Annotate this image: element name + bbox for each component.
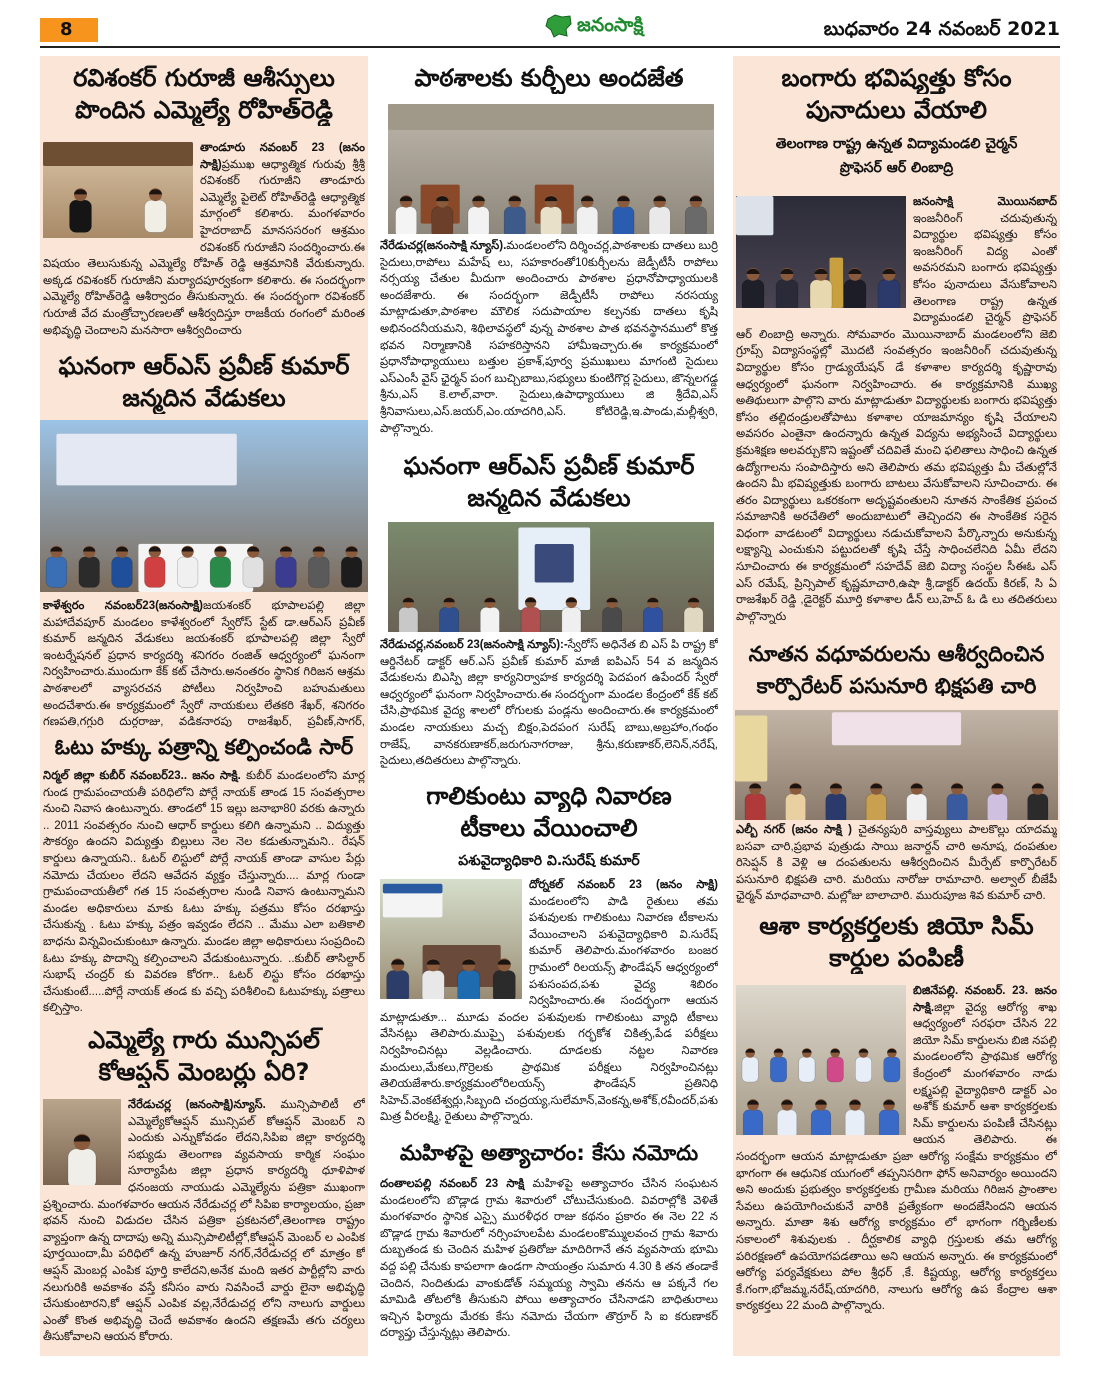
dateline: బిజినేపల్లి. నవంబర్. 23. జనం సాక్షి. — [913, 985, 1057, 1014]
masthead-logo — [545, 10, 685, 42]
article-headline — [40, 731, 368, 765]
person-body — [684, 607, 703, 632]
article-body — [43, 1097, 365, 1354]
person-body — [577, 207, 598, 234]
headline-line: మహిళపై అత్యాచారం: కేసు నమోదు — [399, 1141, 699, 1165]
article-text: చైతన్యపురి వాస్తవ్యులు పాలకొల్లు యాదమ్మ బసవా చారి,ప్రభావ పుత్రుడు సాయి జనార్దన్ చారి అనూష, దంపతుల రిసెప్షన్ కి వెళ్లి ఆ దంపతులను ఆశీర్వదించిన మీర్పేట్ కార్పొరేటర్ పసునూరి భిక్షపతి చారి. మరియు నారోజు రామాచారి. అల్వాల్ బీజేపీ ఛైర్మన్ మాధవాచారి. మల్లోజు బాలాచారి. మురుపూజ శివ కుమార్ చారి. — [736, 824, 1057, 903]
person-body — [603, 607, 622, 632]
headline-line: రవిశంకర్ గురూజీ ఆశీస్సులు — [73, 64, 335, 92]
news-photo — [735, 710, 1058, 820]
article-body — [43, 140, 365, 346]
article-text: జయశంకర్ భూపాలపల్లి జిల్లా మహాదేవపూర్ మండలం కాళేశ్వరంలో స్వేరోస్ స్టేట్ డా.ఆర్ఎస్ ప్రవీణ్ కుమార్ జన్మదిన వేడుకలు జయశంకర్ భూపాలపల్లి జిల్లా స్వేరో ఇంటర్నేషనల్ ప్రధాన కార్యదర్శి శనిగరం రంజిత్ ఆధ్వర్యంలో ఘనంగా నిర్వహించారు.ముందుగా కేక్ కట్ చేసారు.అనంతరం స్థానిక గిరిజన ఆశ్రమ పాఠశాలలో వ్యాసరచన పోటీలు నిర్వహించి బహుమతులు అందచేశారు.ఈ కార్యక్రమంలో స్వేరో నాయకులు లేతకరి శేఖర్, శనిగరం గణపతి,గగ్గురి దుర్గరాజు, వడికనారపు రాజశేఖర్, ప్రవీణ్,సాగర్, — [43, 600, 365, 728]
article-text: ప్రముఖ ఆధ్యాత్మిక గురువు శ్రీశ్రీ రవిశంకర్ గురూజీని తాండూరు ఎమ్మెల్యే పైలెట్ రోహిత్‌రెడ్డి ఆధ్యాత్మిక మార్గంలో కలిశారు. మంగళవారం హైదరాబాద్ మానససరంగ ఆశ్రమం రవిశంకర్ గురూజీని సందర్శించారు.ఈ విషయం తెలుసుకున్న ఎమ్మెల్యే రోహిత్ రెడ్డి ఆశ్రమానికి వేరుకున్నారు. అక్కడ రవిశంకర్ గురూజీని మర్యాదపూర్వకంగా కలిశారు. ఈ సందర్భంగా ఎమ్మెల్యే రోహిత్‌రెడ్డి ఆశీర్వాదం తీసుకున్నారు. ఈ సందర్భంగా రవిశంకర్ గురూజీ వేద మంత్రోచ్ఛారణలతో ఆశీర్వదిస్తూ రాజకీయ రంగంలో మరింత అభివృద్ధి చెందాలని మనసారా ఆశీర్వదించారు — [43, 158, 365, 337]
person-body — [399, 607, 418, 632]
headline-line: పొందిన ఎమ్మెల్యే రోహిత్‌రెడ్డి — [75, 96, 333, 124]
photo-scene-object — [735, 716, 767, 782]
person-body — [1028, 794, 1048, 820]
news-photo — [380, 879, 522, 999]
article-text: ఇంజనీరింగ్ చదువుతున్న విద్యార్థుల భవిష్యత్తు కోసం ఇంజనీరింగ్ విద్య ఎంతో అవసరమని బంగారు భవిష్యత్తు కోసం పునాదులు వేసుకోవాలని తెలంగాణ రాష్ట్ర ఉన్నత విద్యామండలి చైర్మన్ ప్రొఫెసర్ ఆర్ లింబాద్రి అన్నారు. సోమవారం మొయినాబాద్ మండలంలోని జెబి గ్రూప్స్ విద్యాసంస్థల్లో మొదటి సంవత్సరం ఇంజనీరింగ్ చదువుతున్న విద్యార్థుల కోసం గ్రాడ్యుయేషన్ డే కళాశాల కార్యదర్శి కృష్ణారావు ఆధ్వర్యంలో ఘనంగా నిర్వహించారు. ఈ కార్యక్రమానికి ముఖ్య అతిథులుగా పాల్గొని వారు మాట్లాడుతూ విద్యార్థులకు బంగారు భవిష్యత్తు కోసం తల్లిదండ్రులతోపాటు కళాశాల యాజమాన్యం కృషి చేయాలని అవసరం ఎంతైనా ఉందన్నారు ఉన్నత విద్యను అభ్యసించే విద్యార్థులు క్రమశిక్షణ అలవర్చుకొని ఇష్టంతో చదివితే మంచి ఫలితాలు సాధించి ఉన్నత ఉద్యోగాలను సంపాదిస్తారు అని తెలిపారు తమ భవిష్యత్తు మీ చేతుల్లోనే ఉందని మీ భవిష్యత్తుకు బంగారు బాటలు వేసుకోవాలని సూచించారు. ఈ తరం విద్యార్థులు ఒకరకంగా అదృష్టవంతులని నూతన సాంకేతిక ప్రపంచ సమాజానికి అరచేతిలో అందుబాటులో తెచ్చిందని ఈ సాంకేతిక సరైన విధంగా వాడటంలో విద్యార్థులు నడుచుకోవాలని పేర్కొన్నారు అనుకున్న లక్ష్యాన్ని ఎంచుకుని పట్టుదలతో కృషి చేస్తే సాధించలేనిది ఏమీ లేదని సూచించారు ఈ కార్యక్రమంలో సహదేవ్ జెబి విద్యా సంస్థల సీఈఓ ఎస్ ఎస్ రమేష్, ప్రిన్సిపాల్ కృష్ణమాచారి,ఉషా శ్రీ,డాక్టర్ ఉదయ్ కిరణ్, సి ఏ రాజశేఖర్ రెడ్డి ,డైరెక్టర్ మూర్తి కళాశాల డీన్ లు,హెచ్ ఓ డి లు తదితరులు పాల్గొన్నారు — [736, 212, 1057, 623]
dateline: నిర్మల్ జిల్లా కుబీర్ నవంబర్23.. జనం సాక్షి. — [43, 770, 241, 782]
person-body — [866, 794, 886, 820]
photo-scene-object — [736, 196, 773, 235]
person-body — [742, 1057, 758, 1082]
person-body — [540, 207, 561, 234]
article-text: మహిళపై అత్యాచారం చేసిన సంఘటన మండలంలోని బొడ్లాడ గ్రామ శివారులో చోటుచేసుకుంది. వివరాల్లోకి వెళితే మంగళవారం స్థానిక ఎస్సై మురళీధర రాజు కథనం ప్రకారం ఈ నెల 22 న బొడ్లాడ గ్రామ శివారులో నర్సింహులపేట మండలంకొమ్ములవంచ గ్రామ శివారు దుబ్బతండ కు చెందిన మహిళ ప్రతిరోజు మాదిరిగానే తన వ్యవసాయ భూమి వద్ద పల్లి చేనుకు కాపలాగా ఉండగా సాయంత్రం సుమారు 4.30 కి తన తండాకే చెందిన, నిందితుడు వాంకుడోత్ సమ్మయ్య స్వామి తనను ఆ పక్కనే గల మామిడి తోటలోకి తీసుకుని పోయి అత్యాచారం చేసినాడని బాధితురాలు ఇచ్చిన ఫిర్యాదు మేరకు కేసు నమోదు చేయగా తొర్రూర్ సి ఐ కరుణాకర్ దర్యాప్తు చేస్తున్నట్లు తెలిపారు. — [380, 1178, 718, 1340]
headline-line: ఓటు హక్కు పత్రాన్ని కల్పించండి సార్ — [54, 735, 354, 759]
article-body — [736, 194, 1057, 630]
photo-scene-object — [43, 142, 193, 166]
article-body — [736, 983, 1057, 1354]
person-body — [785, 794, 805, 820]
person-body — [776, 280, 798, 308]
person-body — [432, 207, 453, 234]
article-text: స్వేరోస్ అధినేత బి ఎస్ పి రాష్ట్ర కో ఆర్డినేటర్ డాక్టర్ ఆర్.ఎస్ ప్రవీణ్ కుమార్ మాజీ ఐపిఎస్ 54 వ జన్మదిన వేడుకలను బిఎస్పి జిల్లా కార్యనిర్వాహక కార్యదర్శి పెదపంగ ఉపేందర్ స్వేరో ఆధ్వర్యంలో ఘనంగా నిర్వహించారు.ఈ సందర్భంగా మండల కేంద్రంలో కేక్ కట్ చేసి,ప్రాథమిక వైద్య శాలలో రోగులకు పండ్లను అందించారు.ఈ కార్యక్రమంలో మండల నాయకులు మచ్చ బిక్షం,పెదపంగ సురేష్ బాబు,అబ్రహాం,గంథం రాజేష్, వానకరుణాకర్,జరుగునాగరాజు, శ్రీను,కరుణాకర్,లెనిన్,నరేష్, సైదులు,తదితరులు పాల్గొన్నారు. — [380, 639, 718, 768]
logo-text: జనంసాక్షి — [577, 14, 644, 36]
photo-scene-object — [56, 434, 236, 486]
person-body — [987, 794, 1007, 820]
person-body — [879, 1110, 899, 1135]
article-text: కుబీర్ మండలంలోని మార్ల గుండ గ్రామపంచాయతీ పరిధిలోని పోర్లే నాయక్ తాండ 15 సంవత్సరాల నుంచి నివాస ఉంటున్నారు. తాండలో 15 ఇల్లు జనాభా80 వరకు ఉన్నారు .. 2011 సంవత్సరం నుంచి ఆధార్ కార్డులు కలిగి ఉన్నామని .. విద్యుత్తు సౌకర్యం ఉందని విద్యుత్తు బిల్లులు నెల నెల కడుతున్నామని.. రేషన్ కార్డులు ఉన్నాయని.. ఓటర్ లిస్టులో పోర్లే నాయక్ తాండా వాసుల పేర్లు నమోదు చేయలం లేదని ఆవేదన వ్యక్తం చేస్తున్నారు.... మార్ల గుండా గ్రామపంచాయతీలో గత 15 సంవత్సరాల నుండి నివాస ఉంటున్నామని మండల అధికారులు మాకు ఓటు హక్కు పత్రము కోసం దరఖాస్తు చేసుకున్న . ఓటు హక్కు పత్రం ఇవ్వడం లేదని .. మేము ఎలా బతికాలి బాధను విన్నవించుకుంటూ ఉన్నారు. మండల జిల్లా అధికారులు సంప్రదించి ఓటు హక్కు పొదాన్ని కల్పించాలని వేడుకుంటున్నారు. ..కుబీర్ తాసిల్దార్ సుభాష్ చంద్రర్ కు వివరణ కోరగా.. ఓటర్ లిస్టు కోసం దరఖాస్తు చేసుకుంటే.....పోర్లే నాయక్ తండ కు వచ్చి పరిశీలించి ఓటుహక్కు పత్రాలు కల్పిస్తాం. — [43, 770, 365, 1015]
person-body — [827, 1057, 843, 1082]
article-body — [736, 822, 1057, 906]
news-photo — [43, 142, 193, 238]
person-body — [70, 200, 92, 232]
header-rule — [40, 46, 1060, 48]
headline-line: ఘనంగా ఆర్ఎస్ ప్రవీణ్ కుమార్ — [58, 352, 350, 380]
article-headline — [378, 780, 720, 846]
headline-line: నూతన వధూవరులను ఆశీర్వదించిన — [748, 642, 1045, 666]
article-body — [380, 238, 718, 445]
person-body — [46, 557, 67, 587]
person-body — [440, 607, 459, 632]
person-body — [770, 1057, 786, 1082]
dateline: దంతాలపల్లి నవంబర్ 23 సాక్షి — [380, 1178, 525, 1190]
person-body — [480, 607, 499, 632]
headline-line: ఆశా కార్యకర్తలకు జియో సిమ్ — [759, 912, 1034, 940]
article-body — [380, 877, 718, 1129]
subhead-line: తెలంగాణ రాష్ట్ర ఉన్నత విద్యామండలి చైర్మన్ — [775, 136, 1018, 152]
news-photo — [388, 104, 714, 234]
news-photo — [40, 420, 368, 592]
subhead-line: ప్రొఫెసర్ ఆర్ లింబాద్రి — [839, 160, 954, 176]
dateline: ఎల్బీ నగర్ (జనం సాక్షి ) — [736, 824, 852, 836]
person-body — [884, 1057, 900, 1082]
person-body — [855, 1057, 871, 1082]
person-body — [685, 207, 706, 234]
dateline: నేరేడుచర్ల(జనంసాక్షి న్యూస్). — [380, 240, 507, 252]
person-body — [387, 970, 409, 999]
headline-line: కోఆప్షన్ మెంబర్లు ఏరి? — [98, 1058, 310, 1086]
person-body — [649, 207, 670, 234]
person-body — [613, 207, 634, 234]
news-photo — [43, 1099, 121, 1185]
person-body — [276, 557, 297, 587]
person-body — [504, 207, 525, 234]
person-body — [826, 794, 846, 820]
dateline: కాళేశ్వరం నవంబర్23(జనంసాక్షి) — [43, 600, 203, 612]
person-body — [79, 557, 100, 587]
dateline: తాండూరు నవంబర్ 23 (జనం సాక్షి) — [200, 142, 365, 171]
dateline: జనంసాక్షి మొయినబాద్ — [913, 196, 1057, 208]
news-photo — [736, 985, 906, 1135]
person-body — [210, 557, 231, 587]
person-body — [396, 207, 417, 234]
person-body — [468, 207, 489, 234]
article-headline — [378, 450, 720, 516]
article-text: మండలంలోని దిర్శించర్ల,పాఠశాలకు దాతలు బుర్రి సైదులు,రాపోలు మహేష్ లు, సహకారంతో10కుర్చీలను జెడ్పీటీసీ రాపోలు నర్సయ్య చేతుల మీదుగా అందించారు పాఠశాల ప్రధానోపాధ్యాయులకి అందజేశారు. ఈ సందర్భంగా జెడ్పీటీసీ రాపోలు నరసయ్య మాట్లాడుతూ,పాఠశాల మౌలిక సదుపాయాల కల్పనకు దాతలు కృషి అభినందనీయమని, శిథిలావస్థలో వున్న పాఠశాల పాత భవనస్థానములో కొత్త భవన నిర్మాణానికి సహకరిస్తానని హామీఇచ్చారు.ఈ కార్యక్రమంలో ప్రధానోపాధ్యాయులు బత్తుల ప్రకాశ్,పూర్వ ప్రముఖులు మాగంటి సైదులు ఎస్ఎంసీ వైస్ ఛైర్మన్ పంగ బుచ్చిబాబు,సభ్యులు కుంటిగొర్ల సైదులు, జొన్నలగడ్డ శ్రీను,ఎస్ కె.లాల్,వారా. సైదులు,ఉపాధ్యాయులు జి శ్రీదేవి,ఎస్ శ్రీనివాసులు,ఎస్.జయర్,ఎం.యాదగిరి,ఎస్. కోటిరెడ్డి,ఇ.పాండు,మల్లీశ్వరి, పాల్గొన్నారు. — [380, 240, 718, 435]
person-body — [562, 607, 581, 632]
article-text: మున్సిపాలిటీ లో ఎమ్మెల్యేకోఆప్షన్ మున్సిపల్ కోఆప్షన్ మెంబర్ ని ఎందుకు ఎన్నుకోవడం లేదని,సిపిఐ జిల్లా కార్యదర్శి సభ్యుడు తెలంగాణ వ్యవసాయ కార్మిక సంఘం సూర్యాపేట జిల్లా ప్రధాన కార్యదర్శి ధూళిపాళ ధనంజయ నాయుడు ఎమ్మెల్యేను పత్రికా ముఖంగా ప్రశ్నించారు. మంగళవారం ఆయన నేరేడుచర్ల లో సిపిఐ కార్యాలయం, ప్రజా భవన్ నుంచి విడుదల చేసిన పత్రికా ప్రకటనలో,తెలంగాణ రాష్ట్రం వ్యాప్తంగా ఉన్న దాదాపు అన్ని మున్సిపాలిటీల్లో,కోఆప్షన్ మెంబర్ ల ఎంపిక పూర్తయిందా,మీ పరిధిలో ఉన్న హుజూర్ నగర్,నేరేడుచర్ల లో మాత్రం కో ఆప్షన్ మెంబర్ల ఎంపిక పూర్తి కాలేదని,అనేక మంది ఇతర పార్టీల్లోని వారు నలుగురికి అవకాశం వస్తే కనీసం వారు నివసించే వార్డు లైనా అభివృద్ధి చేసుకుంటారని,కో ఆప్షన్ ఎంపిక వల్ల,నేరేడుచర్ల లోని నాలుగు వార్డులు ఎంతో కొంత అభివృద్ధి చెందే అవకాశం ఉందని తక్షణమే తగు చర్యలు తీసుకోవాలని ఆయన కోరారు. — [43, 1099, 365, 1344]
article-headline — [733, 910, 1060, 978]
headline-line: పునాదులు వేయాలి — [805, 96, 988, 124]
issue-date: బుధవారం 24 నవంబర్ 2021 — [823, 18, 1060, 40]
person-body — [243, 557, 264, 587]
article-headline — [40, 350, 368, 416]
person-body — [177, 557, 198, 587]
person-body — [68, 1149, 96, 1185]
dateline: నేరేడుచర్ల,నవంబర్ 23(జనంసాక్షి న్యూస్):- — [380, 639, 568, 651]
person-body — [309, 557, 330, 587]
article-headline — [40, 62, 368, 130]
photo-scene-object — [832, 712, 961, 745]
photo-scene-object — [388, 104, 714, 130]
person-body — [777, 1110, 797, 1135]
article-text: జిల్లా వైద్య ఆరోగ్య శాఖ ఆధ్వర్యంలో సరఫరా చేసిన 22 జియో సిమ్ కార్డులను బిజి నపల్లి మండలంలోని ప్రాథమిక ఆరోగ్య కేంద్రంలో మంగళవారం నాడు లక్ష్మపల్లి వైద్యాధికారి డాక్టర్ ఎం అశోక్ కుమార్ ఆశా కార్యకర్తలకు సిమ్ కార్డులను పంపిణీ చేసినట్లు ఆయన తెలిపారు. ఈ సందర్భంగా ఆయన మాట్లాడుతూ ప్రజా ఆరోగ్య సంక్షేమ కార్యక్రమం లో భాగంగా ఈ ఆధునిక యుగంలో తప్పనిసరిగా ఫోన్ అనివార్యం అయిందని అని అందుకు ప్రభుత్వం కార్యకర్తలకు గ్రామీణ మరియు గిరిజన ప్రాంతాల సేవలు ఉపయోగించుకునే వారికి ప్రత్యేకంగా అందజేసిందని ఆయన అన్నారు. మాతా శిశు ఆరోగ్య కార్యక్రమం లో భాగంగా గర్భిణీలకు సకాలంలో శిశువులకు . దీర్ఘకాలిక వ్యాధి గ్రస్తులకు తమ ఆరోగ్య పరిరక్షణలో ఉపయోగపడతాయి అని ఆయన అన్నారు. ఈ కార్యక్రమంలో ఆరోగ్య పర్యవేక్షకులు పోల శ్రీధర్ ,కే. కిష్టయ్య, ఆరోగ్య కార్యకర్తలు కే.గంగా,భోజమ్మ,నరేష్,యాదగిరి, నాలుగు ఆరోగ్య ఉప కేంద్రాల ఆశా కార్యకర్తలు 22 మంది పాల్గొన్నారు. — [736, 1001, 1057, 1313]
person-body — [745, 794, 765, 820]
person-body — [145, 557, 166, 587]
headline-line: కార్పొరేటర్ పసునూరి భిక్షపతి చారి — [756, 674, 1037, 698]
person-body — [422, 970, 444, 999]
headline-line: కార్డుల పంపిణీ — [829, 944, 964, 972]
article-subhead — [733, 132, 1060, 184]
person-body — [845, 1110, 865, 1135]
person-body — [811, 1110, 831, 1135]
photo-scene-object — [383, 884, 443, 894]
article-body — [43, 768, 365, 1020]
person-body — [810, 280, 832, 308]
person-body — [799, 1057, 815, 1082]
article-headline — [40, 1024, 368, 1092]
dateline: నేరేడుచర్ల (జనంసాక్షి)న్యూస్. — [128, 1099, 266, 1111]
person-body — [521, 607, 540, 632]
article-headline — [378, 1137, 720, 1171]
person-body — [742, 280, 764, 308]
page-number: 8 — [40, 18, 98, 42]
subhead-line: పశువైద్యాధికారి వి.సురేష్ కుమార్ — [458, 853, 640, 869]
person-body — [743, 1110, 763, 1135]
dateline: దోర్నకల్ నవంబర్ 23 (జనం సాక్షి) — [529, 879, 718, 891]
article-subhead — [378, 849, 720, 873]
headline-line: ఘనంగా ఆర్ఎస్ ప్రవీణ్ కుమార్ — [403, 452, 695, 480]
headline-line: జన్మదిన వేడుకలు — [122, 384, 286, 412]
person-body — [643, 607, 662, 632]
person-body — [112, 557, 133, 587]
article-body — [43, 598, 365, 728]
article-body — [380, 1176, 718, 1354]
headline-line: గాలికుంటు వ్యాధి నివారణ — [426, 782, 672, 810]
person-body — [947, 794, 967, 820]
headline-line: టీకాలు వేయించాలి — [460, 814, 638, 842]
article-body — [380, 637, 718, 773]
news-photo — [736, 196, 906, 308]
logo-map-icon — [545, 13, 573, 39]
article-headline — [378, 62, 720, 98]
news-photo — [388, 522, 714, 632]
headline-line: బంగారు భవిష్యత్తు కోసం — [781, 64, 1012, 92]
article-headline — [733, 62, 1060, 128]
article-headline — [733, 638, 1060, 706]
person-body — [907, 794, 927, 820]
headline-line: జన్మదిన వేడుకలు — [467, 484, 631, 512]
headline-line: పాఠశాలకు కుర్చీలు అందజేత — [414, 64, 684, 92]
headline-line: ఎమ్మెల్యే గారు మున్సిపల్ — [88, 1026, 320, 1054]
person-body — [341, 557, 362, 587]
person-body — [878, 280, 900, 308]
person-body — [844, 280, 866, 308]
person-body — [458, 970, 480, 999]
article-text: మండలంలోని పాడి రైతులు తమ పశువులకు గాలికుంటు నివారణ టీకాలను వేయించాలని పశువైద్యాధికారి వి.సురేష్ కుమార్ తెలిపారు.మంగళవారం బంజర గ్రామంలో రిలయన్స్ ఫౌండేషన్ ఆధ్వర్యంలో పశుసంపద,పశు వైద్య శిబిరం నిర్వహించారు.ఈ సందర్భంగా ఆయన మాట్లాడుతూ... మూడు వందల పశువులకు గాలికుంటు వ్యాధి టీకాలు వేసినట్లు తెలిపారు.ముప్పై పశువులకు గర్భకోశ చికిత్స,పేడ పరీక్షలు నిర్వహించినట్లు వెల్లడించారు. దూడలకు నట్టల నివారణ మందులు,మేకలు,గొర్రెలకు ప్రాథమిక పరీక్షలు నిర్వహించినట్లు తెలియజేశారు.కార్యక్రమంలోరిలయన్స్ ఫౌండేషన్ ప్రతినిధి సిహెచ్.వెంకటేశ్వర్లు,సిబ్బంది చంద్రయ్య,సులేమాన్,వెంకన్న,అశోక్,రవీందర్,పశు మిత్ర వీరలక్ష్మి, రైతులు పాల్గొన్నారు. — [380, 895, 718, 1124]
person-body — [145, 200, 167, 232]
person-body — [493, 970, 515, 999]
photo-scene-object — [535, 544, 574, 583]
